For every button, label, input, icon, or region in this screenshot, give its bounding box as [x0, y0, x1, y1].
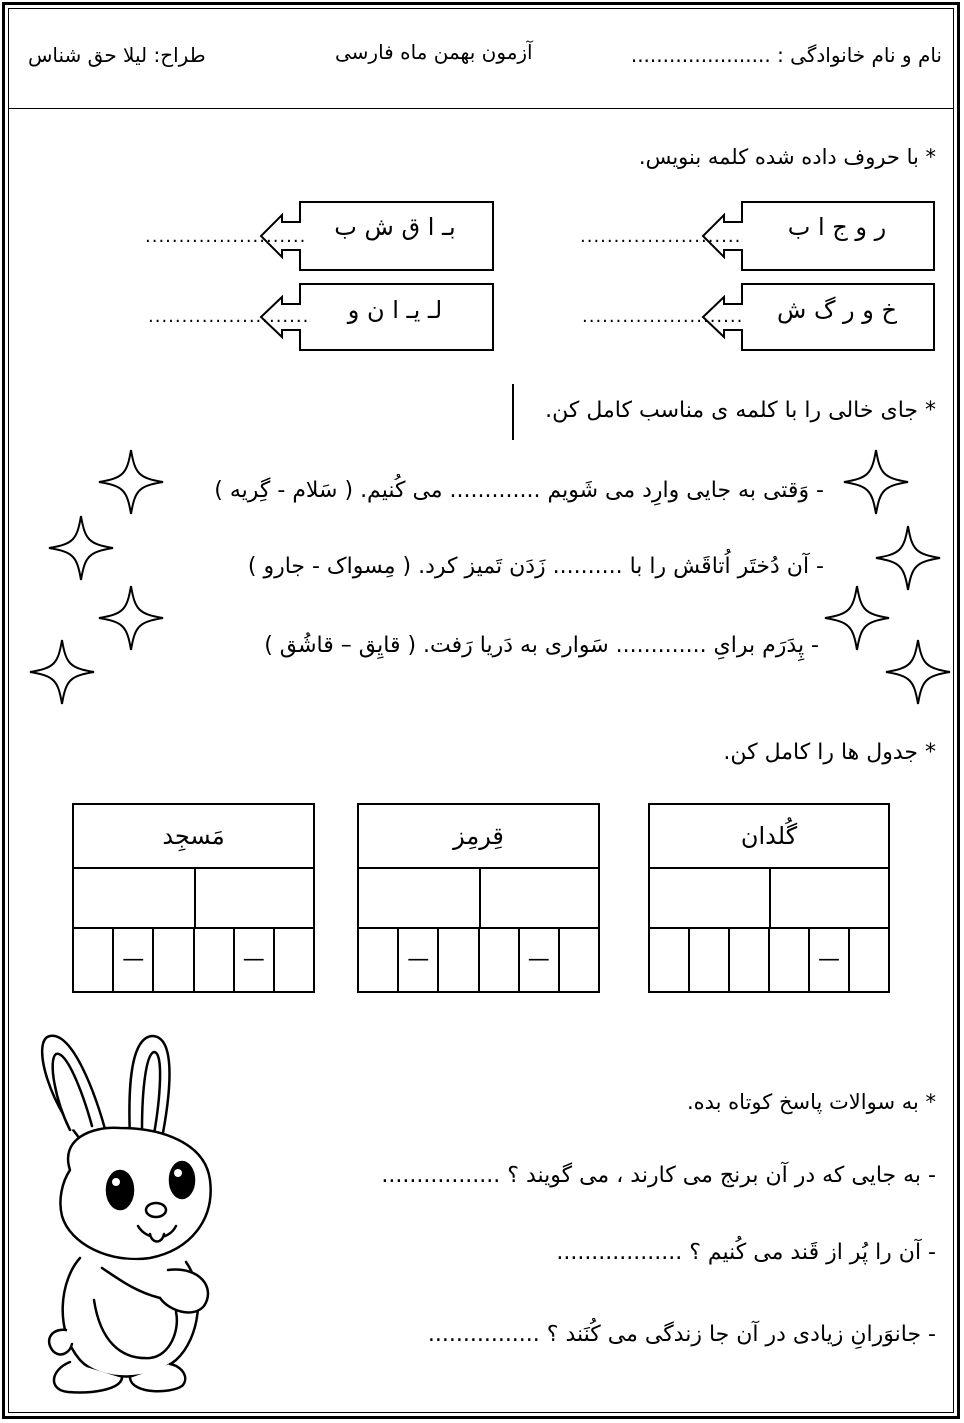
letter-cell[interactable]: [558, 927, 598, 991]
fill-blank-line-3: - پِدَرَم برایِ ............. سَواری به دَریا رَفت. ( قایِق – قاشُق ): [264, 633, 819, 658]
answer-blank-4[interactable]: ........................: [148, 306, 310, 327]
section-title-tables: * جدول ها را کامل کن.: [723, 740, 936, 765]
star-icon: [876, 526, 940, 590]
answer-blank-2[interactable]: ........................: [145, 226, 307, 247]
letter-cell[interactable]: [152, 927, 192, 991]
letter-cell[interactable]: [688, 927, 728, 991]
letter-cell[interactable]: [437, 927, 477, 991]
table-word: مَسجِد: [74, 805, 313, 869]
star-icon: [99, 450, 163, 514]
rabbit-illustration: [10, 1030, 230, 1400]
table-word: قِرمِز: [359, 805, 598, 869]
star-icon: [825, 586, 889, 650]
letter-cell[interactable]: [74, 927, 112, 991]
fill-blank-line-1: - وَقتی به جایی وارِد می شَویم ............. می کُنیم. ( سَلام - گِریه ): [214, 478, 824, 503]
letter-cell-dash: —: [112, 927, 152, 991]
letters-2: بـ ا ق ش ب: [334, 213, 456, 241]
letter-cell[interactable]: [478, 927, 518, 991]
letter-cell-dash: —: [808, 927, 848, 991]
table-word: گُلدان: [650, 805, 888, 869]
letters-4: لـ یـ ا ن و: [347, 296, 443, 324]
star-icon: [49, 516, 113, 580]
designer-name: طراح: لیلا حق شناس: [28, 43, 206, 67]
section-title-letters: * با حروف داده شده کلمه بنویس.: [638, 145, 936, 169]
section-title-questions: * به سوالات پاسخ کوتاه بده.: [686, 1090, 936, 1114]
letters-1: ر و ج ا ب: [787, 213, 887, 241]
question-1: - به جایی که در آن برنج می کارند ، می گویند ؟ .................: [381, 1163, 936, 1188]
star-icon: [99, 586, 163, 650]
letter-cell[interactable]: [193, 927, 233, 991]
answer-blank-3[interactable]: ........................: [582, 306, 744, 327]
letters-3: خ و ر گ ش: [777, 296, 897, 324]
question-3: - جانوَرانِ زیادی در آن جا زندگی می کُنَند ؟ ................: [427, 1322, 936, 1347]
question-2: - آن را پُر از قَند می کُنیم ؟ ..................: [556, 1240, 936, 1265]
letter-cell-dash: —: [233, 927, 273, 991]
exam-title: آزمون بهمن ماه فارسی: [335, 40, 533, 64]
letter-cell-dash: —: [397, 927, 437, 991]
word-table-2: [357, 803, 600, 993]
star-icon: [844, 450, 908, 514]
fill-blank-line-2: - آن دُختَر اُتاقَش را با .......... زَدَن تَمیز کرد. ( مِسواک - جارو ): [247, 554, 824, 579]
letter-cell-dash: —: [518, 927, 558, 991]
section-title-fill-blank: * جای خالی را با کلمه ی مناسب کامل کن.: [545, 398, 936, 423]
word-table-3: [72, 803, 315, 993]
word-table-1: [648, 803, 890, 993]
letter-cell[interactable]: [848, 927, 888, 991]
letter-cell[interactable]: [728, 927, 768, 991]
student-name-field: نام و نام خانوادگی : ......................: [630, 43, 942, 67]
letter-cell[interactable]: [359, 927, 397, 991]
answer-blank-1[interactable]: ........................: [580, 226, 742, 247]
letter-cell[interactable]: [273, 927, 313, 991]
letter-cell[interactable]: [768, 927, 808, 991]
star-icon: [30, 640, 94, 704]
star-icon: [886, 640, 950, 704]
letter-cell[interactable]: [650, 927, 688, 991]
